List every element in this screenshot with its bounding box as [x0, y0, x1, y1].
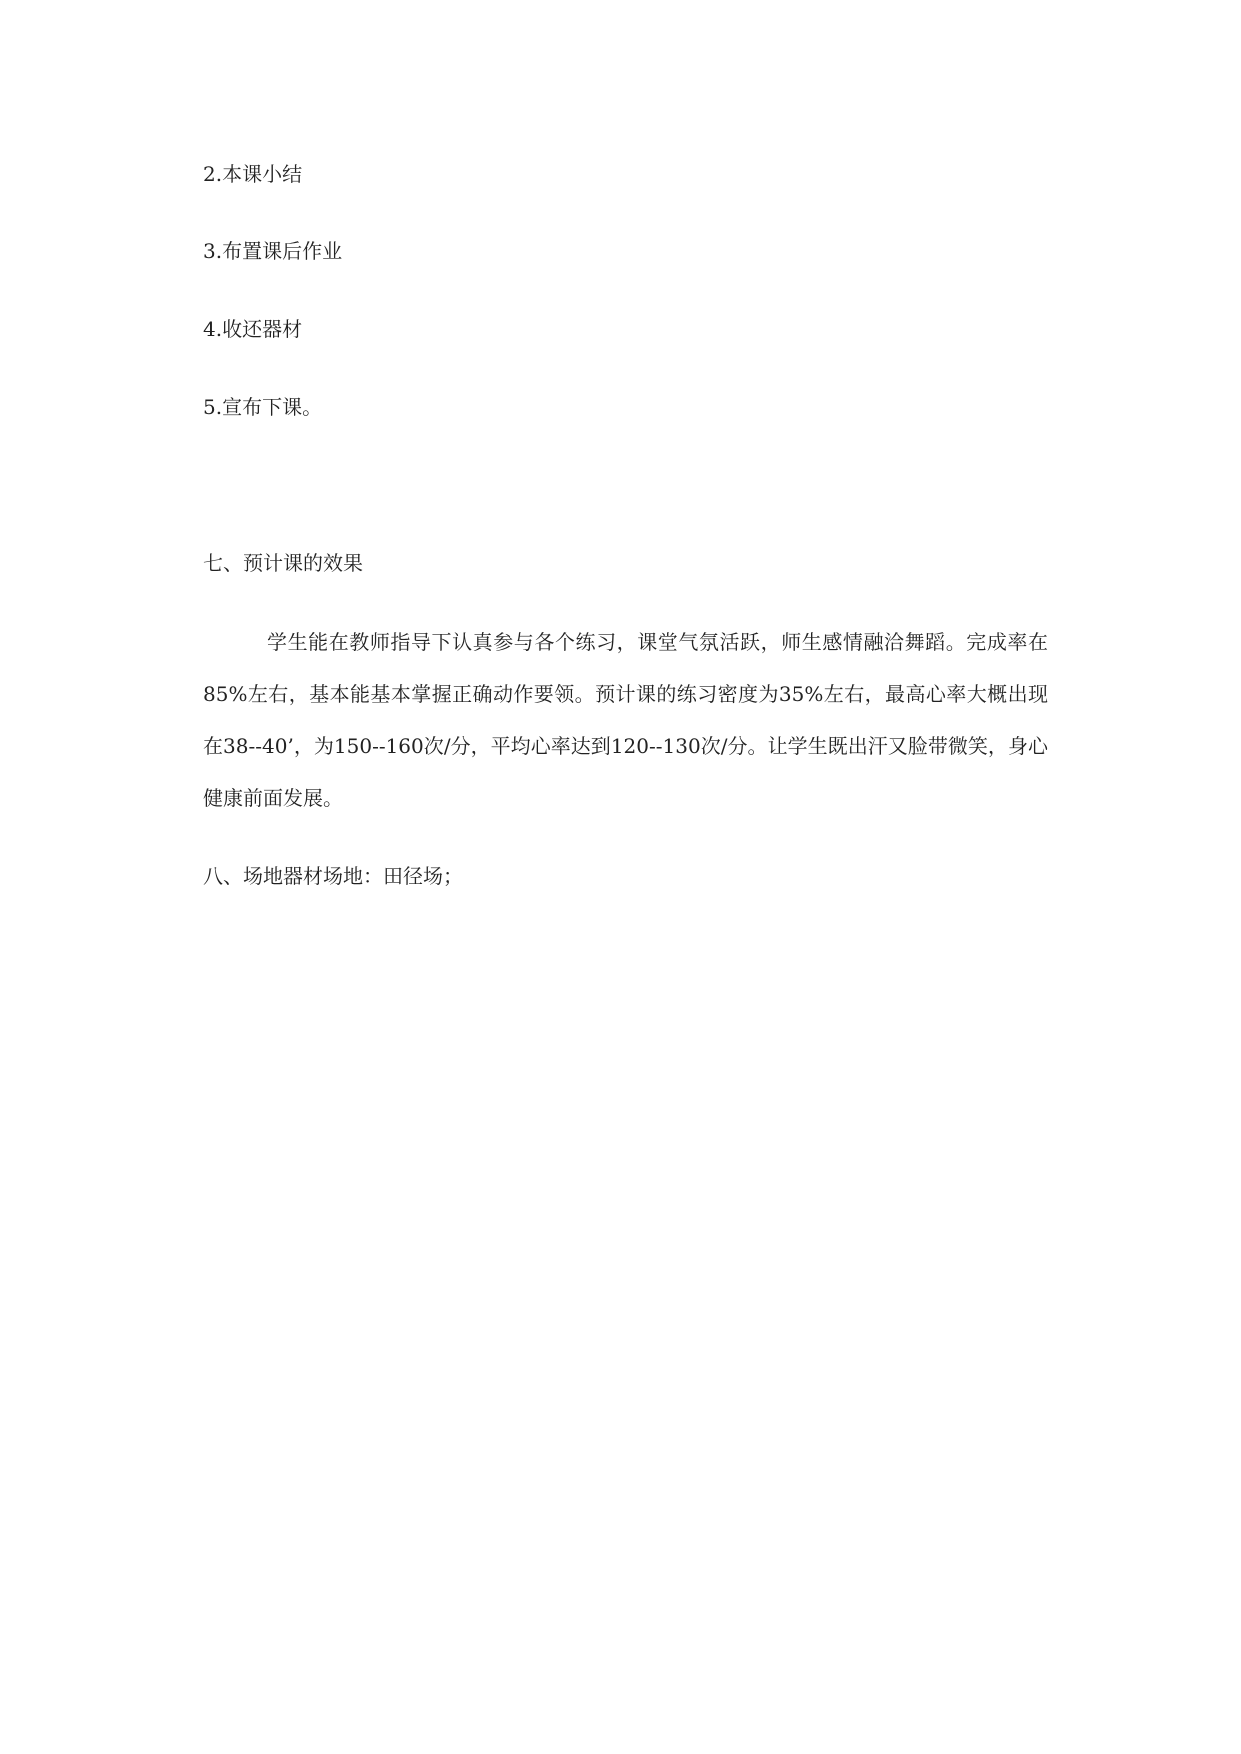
- list-item-dismiss: 5.宣布下课。: [203, 395, 323, 419]
- section-seven-heading: 七、预计课的效果: [203, 551, 363, 575]
- section-eight-heading: 八、场地器材场地：田径场；: [203, 864, 463, 888]
- list-item-homework: 3.布置课后作业: [203, 239, 343, 263]
- list-item-equipment: 4.收还器材: [203, 317, 303, 341]
- list-item-summary: 2.本课小结: [203, 162, 303, 186]
- section-seven-paragraph: 学生能在教师指导下认真参与各个练习，课堂气氛活跃，师生感情融洽舞蹈。完成率在85%左右，基本能基本掌握正确动作要领。预计课的练习密度为35%左右，最高心率大概出现在38--40’，为150--160次/分，平均心率达到120--130次/分。让学生既出汗又脸带微笑，身心健康前面发展。: [203, 630, 1048, 810]
